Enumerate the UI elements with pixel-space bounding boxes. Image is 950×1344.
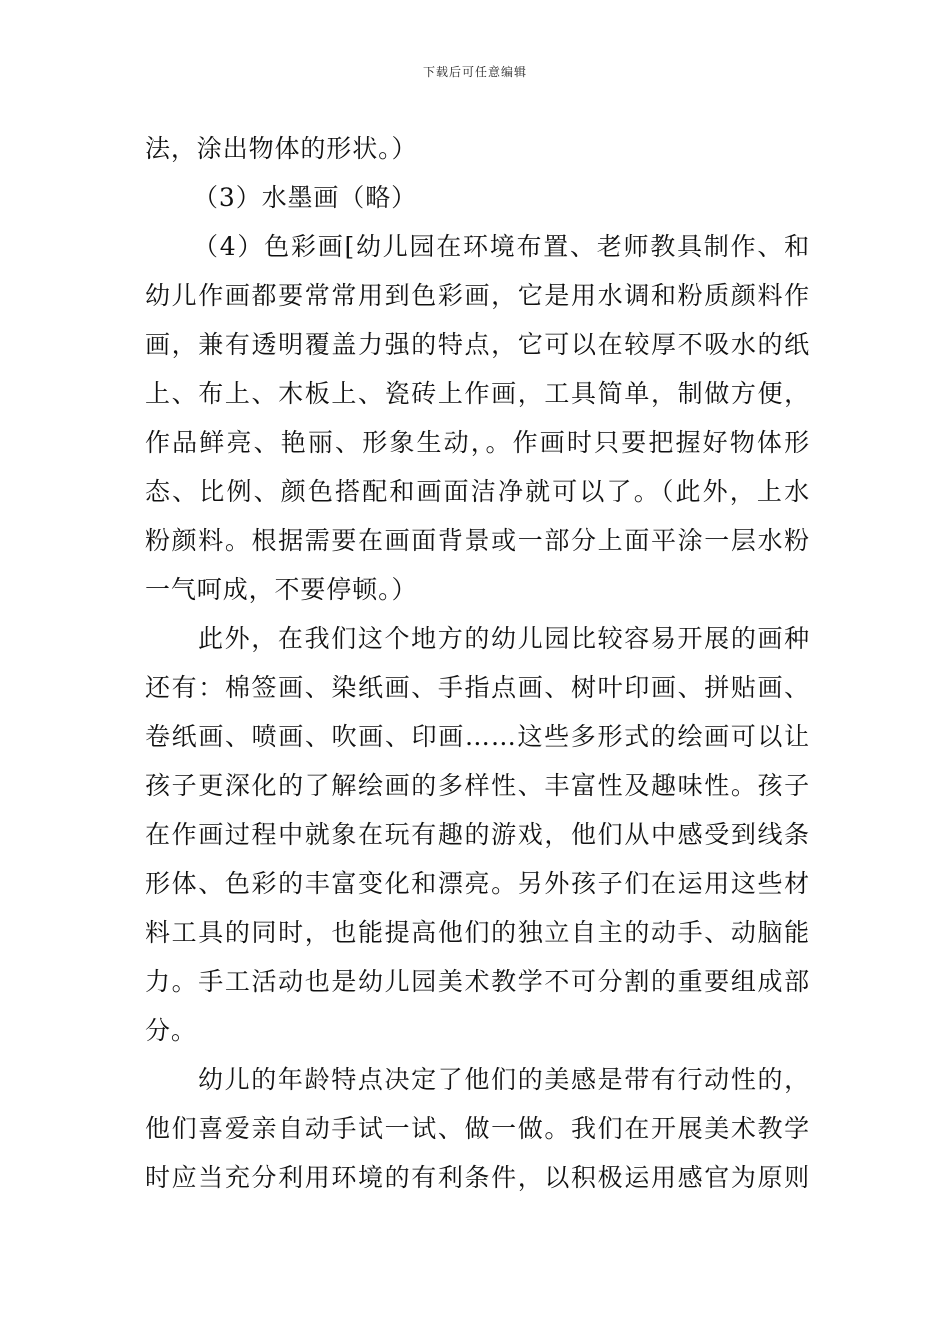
body-line: 他们喜爱亲自动手试一试、做一做。我们在开展美术教学: [145, 1114, 810, 1143]
body-line: （3）水墨画（略）: [193, 183, 418, 212]
body-line: 卷纸画、喷画、吹画、印画……这些多形式的绘画可以让: [145, 722, 810, 751]
body-line: 作品鲜亮、艳丽、形象生动，。作画时只要把握好物体形: [145, 428, 810, 457]
body-line: 力。手工活动也是幼儿园美术教学不可分割的重要组成部: [145, 967, 810, 996]
page-header: 下载后可任意编辑: [422, 65, 527, 79]
body-line: 法，涂出物体的形状。）: [145, 134, 418, 163]
body-line: 在作画过程中就象在玩有趣的游戏，他们从中感受到线条: [145, 820, 810, 849]
document-body: [145, 124, 810, 1202]
body-line: 幼儿作画都要常常用到色彩画，它是用水调和粉质颜料作: [145, 281, 810, 310]
body-line: 还有：棉签画、染纸画、手指点画、树叶印画、拼贴画、: [145, 673, 810, 702]
body-line: 料工具的同时，也能提高他们的独立自主的动手、动脑能: [145, 918, 810, 947]
body-line: 时应当充分利用环境的有利条件，以积极运用感官为原则: [145, 1163, 810, 1192]
body-line: 形体、色彩的丰富变化和漂亮。另外孩子们在运用这些材: [145, 869, 810, 898]
body-line: 上、布上、木板上、瓷砖上作画，工具简单，制做方便，: [145, 379, 810, 408]
body-line: 孩子更深化的了解绘画的多样性、丰富性及趣味性。孩子: [145, 771, 810, 800]
body-line: 粉颜料。根据需要在画面背景或一部分上面平涂一层水粉: [145, 526, 810, 555]
body-line: 幼儿的年龄特点决定了他们的美感是带有行动性的，: [198, 1065, 810, 1094]
body-line: 画，兼有透明覆盖力强的特点，它可以在较厚不吸水的纸: [145, 330, 810, 359]
body-line: 分。: [145, 1016, 197, 1045]
body-line: 此外，在我们这个地方的幼儿园比较容易开展的画种: [198, 624, 810, 653]
body-line: 态、比例、颜色搭配和画面洁净就可以了。（此外，上水: [145, 477, 810, 506]
body-line: 一气呵成，不要停顿。）: [145, 575, 418, 604]
body-line: （4）色彩画[幼儿园在环境布置、老师教具制作、和: [193, 232, 810, 261]
